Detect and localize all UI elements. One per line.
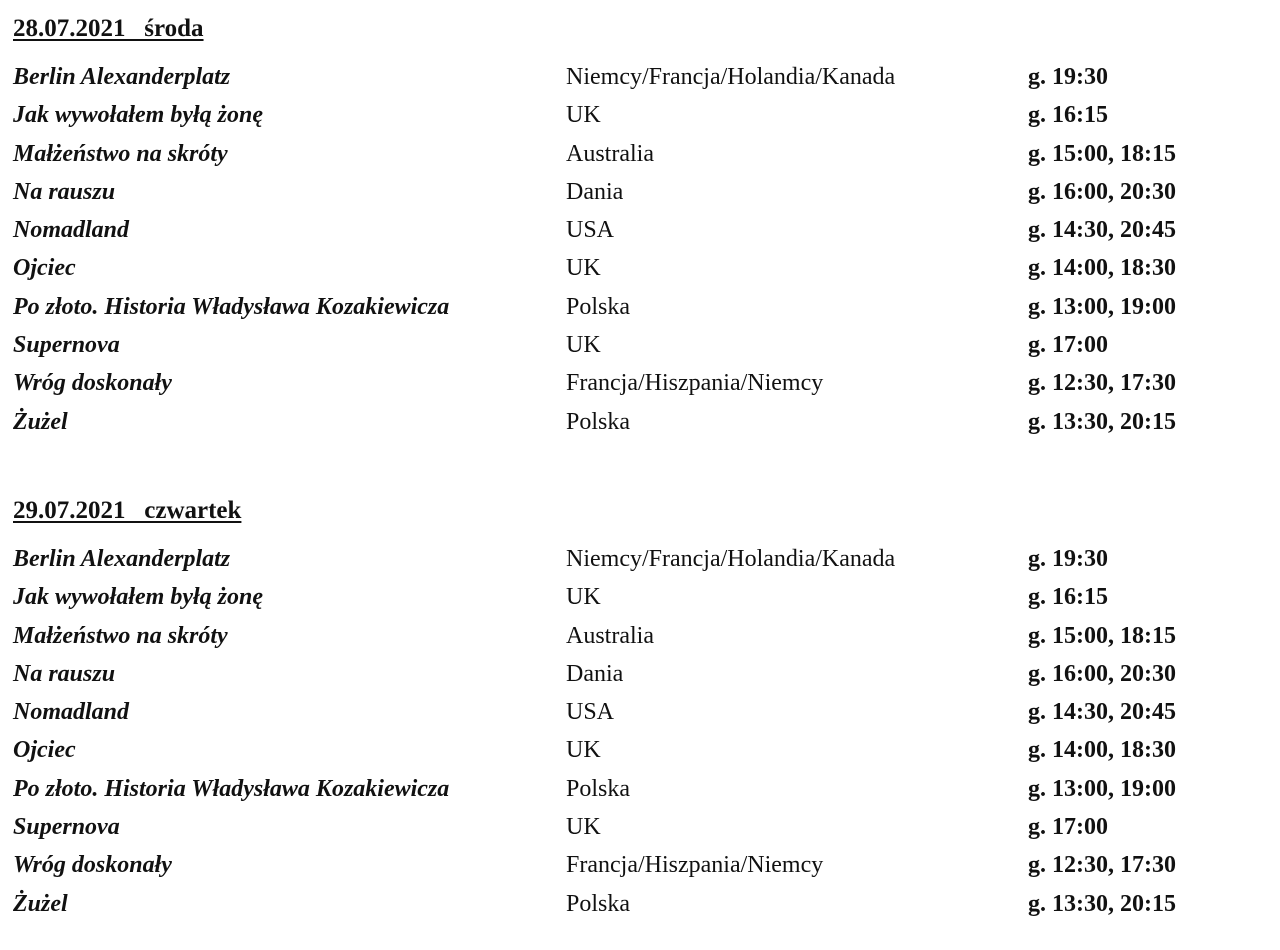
film-times: g. 13:30, 20:15 <box>1028 890 1176 917</box>
film-title: Ojciec <box>13 255 76 282</box>
film-country: UK <box>566 102 601 129</box>
film-title: Żużel <box>13 890 68 917</box>
film-times: g. 16:00, 20:30 <box>1028 178 1176 205</box>
film-times: g. 16:15 <box>1028 102 1108 129</box>
film-country: Polska <box>566 890 631 917</box>
film-row <box>13 655 1263 693</box>
film-country: Polska <box>566 408 631 435</box>
film-country: USA <box>566 217 615 244</box>
film-country: Australia <box>566 622 654 649</box>
film-row <box>13 364 1263 402</box>
film-country: Dania <box>566 660 624 687</box>
film-row <box>13 173 1263 211</box>
film-times: g. 16:00, 20:30 <box>1028 660 1176 687</box>
day-header: 28.07.2021 środa <box>13 15 204 42</box>
film-country: Francja/Hiszpania/Niemcy <box>566 370 824 397</box>
film-times: g. 13:00, 19:00 <box>1028 293 1176 320</box>
film-row <box>13 249 1263 287</box>
film-title: Nomadland <box>13 217 130 244</box>
film-row <box>13 578 1263 616</box>
film-country: UK <box>566 255 601 282</box>
film-title: Wróg doskonały <box>13 370 172 397</box>
film-title: Supernova <box>13 332 120 359</box>
film-row <box>13 288 1263 326</box>
film-times: g. 17:00 <box>1028 814 1108 841</box>
film-times: g. 16:15 <box>1028 584 1108 611</box>
film-country: Dania <box>566 178 624 205</box>
day-header: 29.07.2021 czwartek <box>13 497 242 524</box>
film-row <box>13 885 1263 923</box>
film-title: Na rauszu <box>13 178 116 205</box>
film-country: Niemcy/Francja/Holandia/Kanada <box>566 64 896 90</box>
film-row <box>13 540 1263 578</box>
film-country: USA <box>566 699 615 726</box>
film-title: Supernova <box>13 814 120 841</box>
film-times: g. 19:30 <box>1028 546 1108 572</box>
film-row <box>13 770 1263 808</box>
film-title: Małżeństwo na skróty <box>13 140 228 167</box>
film-title: Małżeństwo na skróty <box>13 622 228 649</box>
schedule-day-2 <box>13 494 1263 923</box>
film-row <box>13 96 1263 134</box>
film-times: g. 12:30, 17:30 <box>1028 852 1176 879</box>
film-row <box>13 846 1263 884</box>
film-title: Po złoto. Historia Władysława Kozakiewicza <box>13 293 450 320</box>
film-title: Jak wywołałem byłą żonę <box>13 584 263 611</box>
film-country: UK <box>566 737 601 764</box>
film-country: Francja/Hiszpania/Niemcy <box>566 852 824 879</box>
film-row <box>13 693 1263 731</box>
film-country: UK <box>566 332 601 359</box>
film-row <box>13 403 1263 441</box>
film-row <box>13 617 1263 655</box>
film-title: Berlin Alexanderplatz <box>13 546 231 572</box>
film-times: g. 14:30, 20:45 <box>1028 217 1176 244</box>
film-title: Po złoto. Historia Władysława Kozakiewicza <box>13 775 450 802</box>
film-title: Żużel <box>13 408 68 435</box>
film-country: Australia <box>566 140 654 167</box>
film-row <box>13 326 1263 364</box>
film-times: g. 13:00, 19:00 <box>1028 775 1176 802</box>
film-country: Niemcy/Francja/Holandia/Kanada <box>566 546 896 572</box>
film-title: Berlin Alexanderplatz <box>13 64 231 90</box>
film-times: g. 14:30, 20:45 <box>1028 699 1176 726</box>
film-times: g. 15:00, 18:15 <box>1028 622 1176 649</box>
film-row <box>13 135 1263 173</box>
film-row <box>13 808 1263 846</box>
schedule-day-1 <box>13 12 1263 441</box>
film-country: Polska <box>566 775 631 802</box>
film-times: g. 12:30, 17:30 <box>1028 370 1176 397</box>
film-country: UK <box>566 814 601 841</box>
film-times: g. 13:30, 20:15 <box>1028 408 1176 435</box>
film-country: UK <box>566 584 601 611</box>
film-times: g. 17:00 <box>1028 332 1108 359</box>
film-row <box>13 211 1263 249</box>
film-title: Nomadland <box>13 699 130 726</box>
film-times: g. 15:00, 18:15 <box>1028 140 1176 167</box>
film-row <box>13 58 1263 96</box>
film-title: Ojciec <box>13 737 76 764</box>
film-country: Polska <box>566 293 631 320</box>
film-times: g. 14:00, 18:30 <box>1028 737 1176 764</box>
film-times: g. 19:30 <box>1028 64 1108 90</box>
film-title: Wróg doskonały <box>13 852 172 879</box>
film-row <box>13 731 1263 769</box>
film-times: g. 14:00, 18:30 <box>1028 255 1176 282</box>
film-title: Na rauszu <box>13 660 116 687</box>
film-title: Jak wywołałem byłą żonę <box>13 102 263 129</box>
